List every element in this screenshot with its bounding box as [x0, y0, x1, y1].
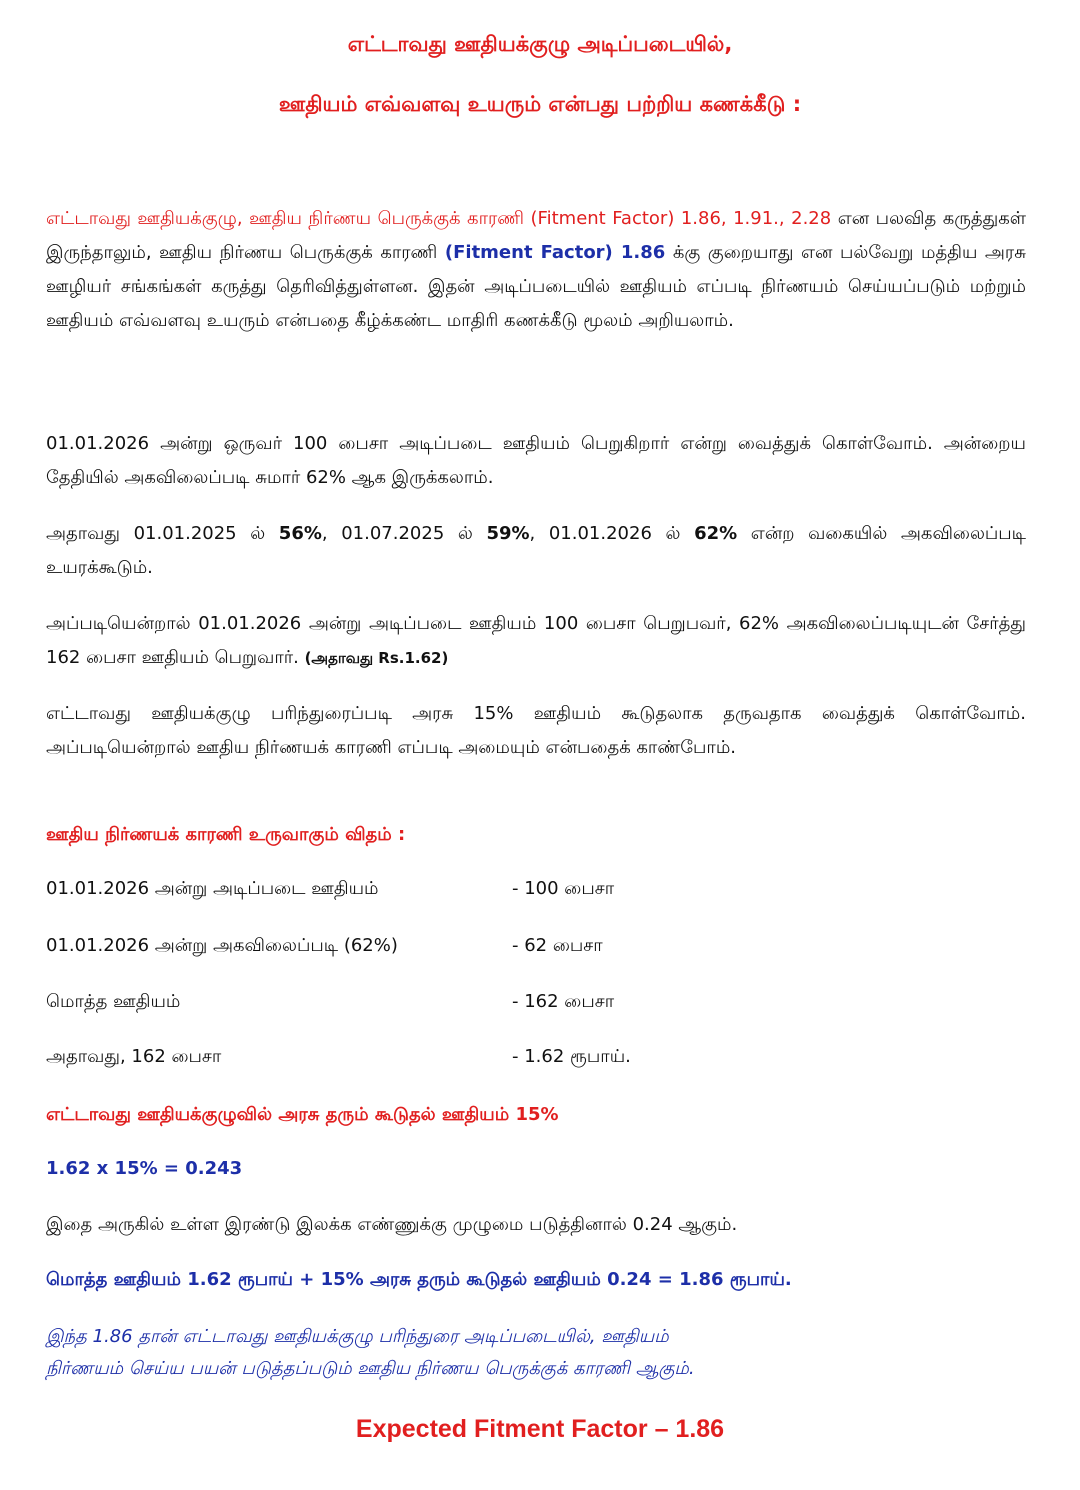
da-text-1: அதாவது 01.01.2025 ல்	[46, 523, 279, 544]
formula: 1.62 x 15% = 0.243	[46, 1158, 243, 1179]
total-pay-text: அப்படியென்றால் 01.01.2026 அன்று அடிப்படை ஊதியம் 100 பைசா பெறுபவர், 62% அகவிலைப்படியுடன் சேர்த்து 162 பைசா ஊதியம் பெறுவார்.	[46, 613, 1026, 668]
intro-text-2: க்கு குறையாது என பல்வேறு மத்திய அரசு ஊழியர் சங்கங்கள் கருத்து தெரிவித்துள்ளன. இதன் அடிப்படையில் ஊதியம் எப்படி நிர்ணயம் செய்யப்படும் மற்றும் ஊதியம் எவ்வளவு உயரும் என்பதை கீழ்க்கண்ட மாதிரி கணக்கீடு மூலம் அறியலாம்.	[46, 242, 1026, 331]
conclusion-line-1: இந்த 1.86 தான் எட்டாவது ஊதியக்குழு பரிந்துரை அடிப்படையில், ஊதியம்	[46, 1326, 669, 1347]
additional-pay-heading: எட்டாவது ஊதியக்குழுவில் அரசு தரும் கூடுதல் ஊதியம் 15%	[46, 1104, 559, 1125]
da-text-2: , 01.07.2025 ல்	[321, 523, 487, 544]
da-value-1: 56%	[278, 523, 322, 544]
da-increase-paragraph	[46, 517, 1026, 585]
page-title-line-1: எட்டாவது ஊதியக்குழு அடிப்படையில்,	[347, 32, 733, 56]
intro-text-1: என பலவித கருத்துகள் இருந்தாலும், ஊதிய நிர்ணய பெருக்குக் காரணி	[46, 208, 1026, 263]
fitment-heading: ஊதிய நிர்ணயக் காரணி உருவாகும் விதம் :	[46, 824, 406, 845]
intro-red-text: எட்டாவது ஊதியக்குழு, ஊதிய நிர்ணய பெருக்குக் காரணி (Fitment Factor) 1.86, 1.91., 2.28	[46, 208, 832, 229]
total-pay-rupees: (அதாவது Rs.1.62)	[304, 649, 449, 667]
intro-paragraph	[46, 202, 1026, 338]
rounding-text: இதை அருகில் உள்ள இரண்டு இலக்க எண்ணுக்கு முழுமை படுத்தினால் 0.24 ஆகும்.	[46, 1214, 738, 1235]
calc-value-4: - 1.62 ரூபாய்.	[512, 1046, 631, 1067]
calc-label-4: அதாவது, 162 பைசா	[46, 1046, 222, 1067]
expected-fitment-factor: Expected Fitment Factor – 1.86	[355, 1415, 725, 1443]
total-calculation: மொத்த ஊதியம் 1.62 ரூபாய் + 15% அரசு தரும் கூடுதல் ஊதியம் 0.24 = 1.86 ரூபாய்.	[46, 1269, 792, 1290]
calc-label-3: மொத்த ஊதியம்	[46, 991, 181, 1012]
da-value-2: 59%	[486, 523, 530, 544]
calc-label-1: 01.01.2026 அன்று அடிப்படை ஊதியம்	[46, 878, 379, 899]
da-text-3: , 01.01.2026 ல்	[529, 523, 695, 544]
calc-value-3: - 162 பைசா	[512, 991, 615, 1012]
conclusion-line-2: நிர்ணயம் செய்ய பயன் படுத்தப்படும் ஊதிய நிர்ணய பெருக்குக் காரணி ஆகும்.	[46, 1358, 695, 1379]
basic-pay-paragraph: 01.01.2026 அன்று ஒருவர் 100 பைசா அடிப்படை ஊதியம் பெறுகிறார் என்று வைத்துக் கொள்வோம். அன்றைய தேதியில் அகவிலைப்படி சுமார் 62% ஆக இருக்கலாம்.	[46, 433, 1026, 488]
pay-commission-paragraph: எட்டாவது ஊதியக்குழு பரிந்துரைப்படி அரசு 15% ஊதியம் கூடுதலாக தருவதாக வைத்துக் கொள்வோம். அப்படியென்றால் ஊதிய நிர்ணயக் காரணி எப்படி அமையும் என்பதைக் காண்போம்.	[46, 703, 1026, 758]
da-value-3: 62%	[694, 523, 738, 544]
calc-label-2: 01.01.2026 அன்று அகவிலைப்படி (62%)	[46, 935, 398, 956]
intro-fitment-blue: (Fitment Factor) 1.86	[444, 242, 666, 263]
da-text-4: என்ற வகையில் அகவிலைப்படி உயரக்கூடும்.	[46, 523, 1027, 578]
total-pay-paragraph	[46, 607, 1026, 675]
calc-value-2: - 62 பைசா	[512, 935, 603, 956]
page-title-line-2: ஊதியம் எவ்வளவு உயரும் என்பது பற்றிய கணக்கீடு :	[278, 92, 802, 116]
calc-value-1: - 100 பைசா	[512, 878, 615, 899]
